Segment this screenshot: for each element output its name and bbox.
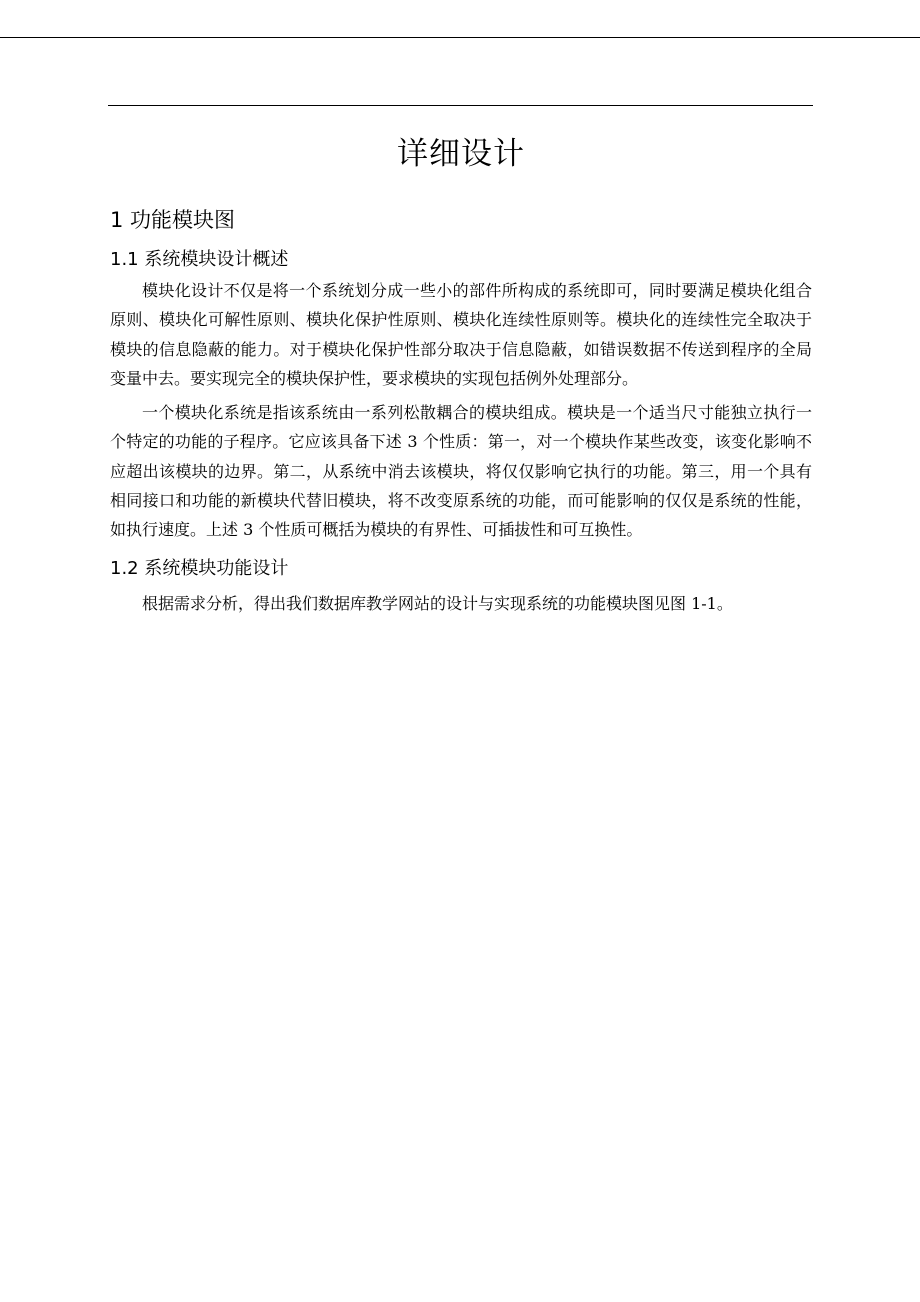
header-rule bbox=[108, 105, 813, 106]
paragraph-modular-system-properties: 一个模块化系统是指该系统由一系列松散耦合的模块组成。模块是一个适当尺寸能独立执行一个特定的功能的子程序。它应该具备下述 3 个性质：第一，对一个模块作某些改变，该变化影响不应超出该模块的边界。第二，从系统中消去该模块，将仅仅影响它执行的功能。第三，用一个具有相同接口和功能的新模块代替旧模块，将不改变原系统的功能，而可能影响的仅仅是系统的性能，如执行速度。上述 3 个性质可概括为模块的有界性、可插拔性和可互换性。 bbox=[110, 403, 812, 540]
paragraph-modular-design-overview: 模块化设计不仅是将一个系统划分成一些小的部件所构成的系统即可，同时要满足模块化组合原则、模块化可解性原则、模块化保护性原则、模块化连续性原则等。模块化的连续性完全取决于模块的信息隐蔽的能力。对于模块化保护性部分取决于信息隐蔽，如错误数据不传送到程序的全局变量中去。要实现完全的模块保护性，要求模块的实现包括例外处理部分。 bbox=[110, 281, 812, 388]
paragraph-function-module-intro: 根据需求分析，得出我们数据库教学网站的设计与实现系统的功能模块图见图 1-1。 bbox=[142, 593, 733, 613]
document-title: 详细设计 bbox=[397, 136, 525, 172]
document-body bbox=[110, 126, 812, 618]
subsection-heading-1-2: 1.2 系统模块功能设计 bbox=[110, 557, 289, 579]
page-top-rule bbox=[0, 37, 920, 38]
subsection-heading-1-1: 1.1 系统模块设计概述 bbox=[110, 249, 289, 270]
section-heading-1: 1 功能模块图 bbox=[110, 208, 236, 232]
